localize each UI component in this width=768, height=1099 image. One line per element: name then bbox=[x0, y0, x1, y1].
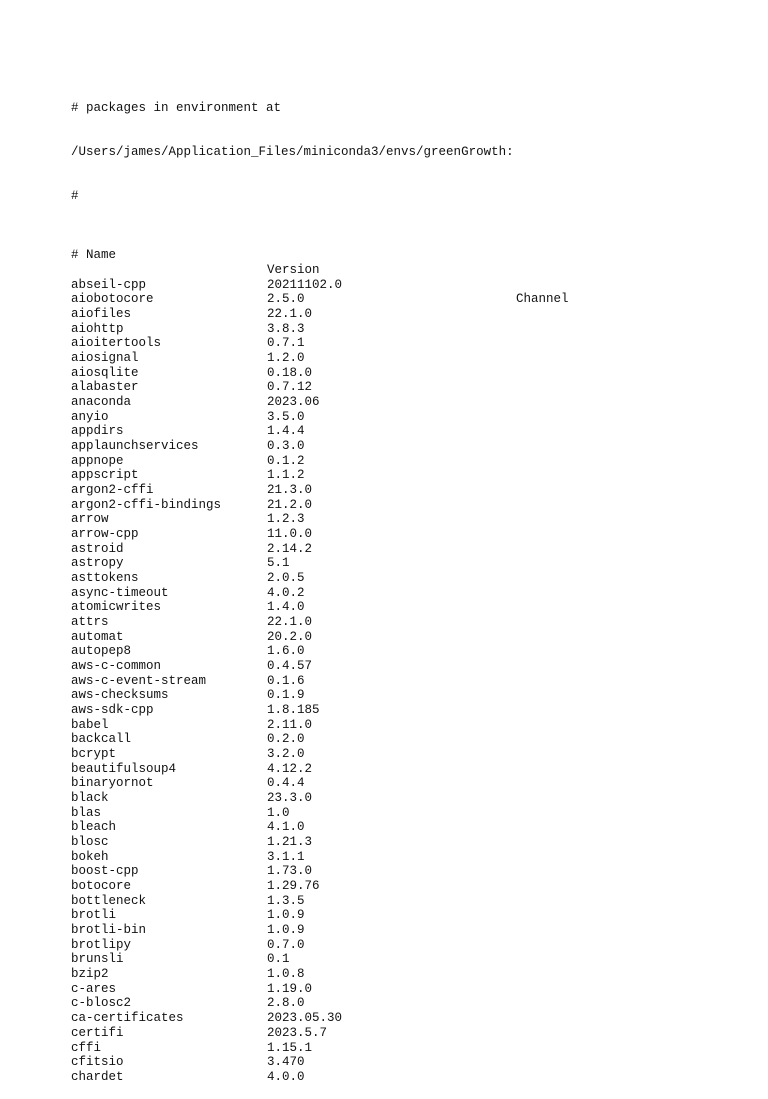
package-row bbox=[71, 644, 514, 659]
package-name: bleach bbox=[71, 820, 117, 835]
package-name: c-blosc2 bbox=[71, 996, 132, 1011]
package-build bbox=[684, 571, 768, 586]
column-header-version: Version bbox=[267, 262, 320, 277]
package-version: 5.1 bbox=[267, 556, 290, 571]
package-version: 21.2.0 bbox=[267, 497, 313, 512]
column-header-channel: Channel bbox=[516, 292, 569, 307]
package-name: alabaster bbox=[71, 380, 139, 395]
package-row bbox=[71, 512, 514, 527]
package-name: binaryornot bbox=[71, 776, 154, 791]
package-version: 4.12.2 bbox=[267, 761, 313, 776]
package-row bbox=[71, 1055, 514, 1070]
package-row bbox=[71, 366, 514, 381]
package-row bbox=[71, 278, 514, 293]
package-version: 0.7.12 bbox=[267, 380, 313, 395]
package-version: 3.5.0 bbox=[267, 409, 305, 424]
package-build bbox=[684, 952, 768, 967]
package-name: bcrypt bbox=[71, 747, 117, 762]
package-name: argon2-cffi-bindings bbox=[71, 497, 222, 512]
package-version: 2023.5.7 bbox=[267, 1025, 328, 1040]
package-version: 0.3.0 bbox=[267, 438, 305, 453]
package-build bbox=[684, 938, 768, 953]
package-version: 1.15.1 bbox=[267, 1040, 313, 1055]
package-build bbox=[684, 967, 768, 982]
package-name: certifi bbox=[71, 1025, 124, 1040]
package-version: 4.1.0 bbox=[267, 820, 305, 835]
package-build bbox=[684, 806, 768, 821]
package-build bbox=[684, 410, 768, 425]
package-row bbox=[71, 307, 514, 322]
package-build bbox=[684, 1070, 768, 1085]
package-build bbox=[684, 527, 768, 542]
package-name: aiosqlite bbox=[71, 365, 139, 380]
package-row bbox=[71, 380, 514, 395]
package-version: 2.14.2 bbox=[267, 541, 313, 556]
package-build bbox=[684, 1041, 768, 1056]
package-version: 1.8.185 bbox=[267, 703, 320, 718]
package-row bbox=[71, 454, 514, 469]
package-version: 1.1.2 bbox=[267, 468, 305, 483]
package-build bbox=[684, 556, 768, 571]
package-build bbox=[684, 864, 768, 879]
package-build bbox=[684, 1026, 768, 1041]
package-row bbox=[71, 850, 514, 865]
package-row bbox=[71, 336, 514, 351]
package-name: brotlipy bbox=[71, 937, 132, 952]
package-name: atomicwrites bbox=[71, 600, 162, 615]
package-row bbox=[71, 395, 514, 410]
package-build bbox=[684, 512, 768, 527]
package-name: astropy bbox=[71, 556, 124, 571]
package-version: 3.2.0 bbox=[267, 747, 305, 762]
package-build bbox=[684, 732, 768, 747]
package-name: async-timeout bbox=[71, 585, 169, 600]
package-build bbox=[684, 762, 768, 777]
package-name: arrow-cpp bbox=[71, 526, 139, 541]
package-name: aiosignal bbox=[71, 350, 139, 365]
package-name: bokeh bbox=[71, 849, 109, 864]
package-row bbox=[71, 586, 514, 601]
package-version: 0.7.0 bbox=[267, 937, 305, 952]
package-build bbox=[684, 307, 768, 322]
package-version: 1.6.0 bbox=[267, 644, 305, 659]
package-version: 0.7.1 bbox=[267, 336, 305, 351]
package-row bbox=[71, 439, 514, 454]
package-row bbox=[71, 791, 514, 806]
package-version: 4.0.2 bbox=[267, 585, 305, 600]
package-version: 3.8.3 bbox=[267, 321, 305, 336]
package-build bbox=[684, 468, 768, 483]
package-version: 1.4.0 bbox=[267, 600, 305, 615]
package-build bbox=[684, 894, 768, 909]
package-build bbox=[684, 586, 768, 601]
package-row bbox=[71, 996, 514, 1011]
package-name: black bbox=[71, 791, 109, 806]
package-name: attrs bbox=[71, 615, 109, 630]
package-build bbox=[684, 835, 768, 850]
package-build bbox=[684, 424, 768, 439]
package-name: blosc bbox=[71, 835, 109, 850]
package-row bbox=[71, 615, 514, 630]
package-row bbox=[71, 894, 514, 909]
env-header-line-1: # packages in environment at bbox=[71, 101, 282, 116]
package-version: 0.1 bbox=[267, 952, 290, 967]
package-build bbox=[684, 718, 768, 733]
package-row bbox=[71, 864, 514, 879]
package-version: 11.0.0 bbox=[267, 526, 313, 541]
package-row bbox=[71, 322, 514, 337]
package-name: bottleneck bbox=[71, 893, 147, 908]
package-version: 0.1.2 bbox=[267, 453, 305, 468]
package-name: chardet bbox=[71, 1069, 124, 1084]
package-build bbox=[684, 615, 768, 630]
package-version: 0.2.0 bbox=[267, 732, 305, 747]
package-name: appscript bbox=[71, 468, 139, 483]
package-version: 0.1.6 bbox=[267, 673, 305, 688]
package-name: aws-checksums bbox=[71, 688, 169, 703]
package-version: 2.8.0 bbox=[267, 996, 305, 1011]
package-build bbox=[684, 439, 768, 454]
package-version: 1.0.9 bbox=[267, 923, 305, 938]
package-row bbox=[71, 527, 514, 542]
package-row bbox=[71, 292, 514, 307]
package-build bbox=[684, 850, 768, 865]
package-name: appnope bbox=[71, 453, 124, 468]
package-row bbox=[71, 688, 514, 703]
package-version: 20.2.0 bbox=[267, 629, 313, 644]
package-row bbox=[71, 806, 514, 821]
package-name: babel bbox=[71, 717, 109, 732]
package-row bbox=[71, 351, 514, 366]
package-version: 22.1.0 bbox=[267, 615, 313, 630]
package-version: 20211102.0 bbox=[267, 277, 343, 292]
package-build bbox=[684, 791, 768, 806]
package-version: 1.73.0 bbox=[267, 864, 313, 879]
package-build bbox=[684, 600, 768, 615]
package-name: beautifulsoup4 bbox=[71, 761, 177, 776]
package-version: 1.0.9 bbox=[267, 908, 305, 923]
package-row bbox=[71, 674, 514, 689]
package-name: aiohttp bbox=[71, 321, 124, 336]
package-build bbox=[684, 336, 768, 351]
package-version: 0.1.9 bbox=[267, 688, 305, 703]
env-header-line-3: # bbox=[71, 189, 79, 204]
package-name: abseil-cpp bbox=[71, 277, 147, 292]
package-build bbox=[684, 688, 768, 703]
package-build bbox=[684, 322, 768, 337]
package-version: 1.19.0 bbox=[267, 981, 313, 996]
package-name: asttokens bbox=[71, 571, 139, 585]
package-version: 2023.05.30 bbox=[267, 1011, 343, 1026]
package-row bbox=[71, 468, 514, 483]
package-name: applaunchservices bbox=[71, 438, 199, 453]
package-name: botocore bbox=[71, 879, 132, 894]
package-row bbox=[71, 762, 514, 777]
package-version: 1.0.8 bbox=[267, 967, 305, 982]
package-row bbox=[71, 424, 514, 439]
package-name: anyio bbox=[71, 409, 109, 424]
package-row bbox=[71, 879, 514, 894]
package-name: aioitertools bbox=[71, 336, 162, 351]
package-version: 2.5.0 bbox=[267, 292, 305, 307]
package-build bbox=[684, 776, 768, 791]
package-row bbox=[71, 556, 514, 571]
package-version: 3.470 bbox=[267, 1055, 305, 1070]
package-version: 0.4.57 bbox=[267, 659, 313, 674]
package-name: brotli bbox=[71, 908, 117, 923]
package-version: 1.0 bbox=[267, 805, 290, 820]
package-build bbox=[684, 703, 768, 718]
package-version: 3.1.1 bbox=[267, 849, 305, 864]
package-build bbox=[684, 674, 768, 689]
package-name: arrow bbox=[71, 512, 109, 527]
package-version: 0.18.0 bbox=[267, 365, 313, 380]
package-build bbox=[684, 879, 768, 894]
package-version: 21.3.0 bbox=[267, 482, 313, 497]
package-build bbox=[684, 996, 768, 1011]
package-row bbox=[71, 923, 514, 938]
package-name: autopep8 bbox=[71, 644, 132, 659]
package-name: blas bbox=[71, 805, 102, 820]
package-name: appdirs bbox=[71, 424, 124, 439]
package-build bbox=[684, 644, 768, 659]
package-rows bbox=[71, 278, 514, 1085]
package-row bbox=[71, 820, 514, 835]
package-build bbox=[684, 498, 768, 513]
package-version: 1.21.3 bbox=[267, 835, 313, 850]
package-name: c-ares bbox=[71, 981, 117, 996]
package-row bbox=[71, 1041, 514, 1056]
conda-package-list bbox=[71, 72, 569, 1099]
package-row bbox=[71, 747, 514, 762]
package-build bbox=[684, 1055, 768, 1070]
package-name: automat bbox=[71, 629, 124, 644]
package-name: boost-cpp bbox=[71, 864, 139, 879]
package-build bbox=[684, 483, 768, 498]
package-name: backcall bbox=[71, 732, 132, 747]
package-name: anaconda bbox=[71, 394, 132, 409]
package-name: aws-sdk-cpp bbox=[71, 703, 154, 718]
package-row bbox=[71, 835, 514, 850]
package-name: cfitsio bbox=[71, 1055, 124, 1070]
package-version: 23.3.0 bbox=[267, 791, 313, 806]
package-row bbox=[71, 967, 514, 982]
package-row bbox=[71, 542, 514, 557]
package-name: ca-certificates bbox=[71, 1011, 184, 1026]
package-name: aws-c-event-stream bbox=[71, 673, 207, 688]
package-build bbox=[684, 351, 768, 366]
package-version: 1.29.76 bbox=[267, 879, 320, 894]
package-row bbox=[71, 732, 514, 747]
package-row bbox=[71, 483, 514, 498]
package-row bbox=[71, 952, 514, 967]
column-header-name: # Name bbox=[71, 248, 117, 263]
package-build bbox=[684, 454, 768, 469]
package-name: astroid bbox=[71, 541, 124, 556]
package-row bbox=[71, 982, 514, 997]
package-version: 1.2.3 bbox=[267, 512, 305, 527]
package-version: 0.4.4 bbox=[267, 776, 305, 791]
package-build bbox=[684, 747, 768, 762]
package-row bbox=[71, 410, 514, 425]
package-build bbox=[684, 542, 768, 557]
package-build bbox=[684, 380, 768, 395]
package-build bbox=[684, 278, 768, 293]
package-build bbox=[684, 630, 768, 645]
package-name: brunsli bbox=[71, 952, 124, 967]
package-row bbox=[71, 630, 514, 645]
package-version: 2.0.5 bbox=[267, 571, 305, 585]
package-row bbox=[71, 1070, 514, 1085]
package-build bbox=[684, 982, 768, 997]
package-row bbox=[71, 703, 514, 718]
package-row bbox=[71, 776, 514, 791]
package-row bbox=[71, 718, 514, 733]
package-build bbox=[684, 366, 768, 381]
package-row bbox=[71, 659, 514, 674]
package-row bbox=[71, 600, 514, 615]
package-name: argon2-cffi bbox=[71, 482, 154, 497]
package-row bbox=[71, 1026, 514, 1041]
package-build bbox=[684, 659, 768, 674]
package-row bbox=[71, 498, 514, 513]
package-version: 4.0.0 bbox=[267, 1069, 305, 1084]
package-name: aws-c-common bbox=[71, 659, 162, 674]
package-version: 1.3.5 bbox=[267, 893, 305, 908]
package-name: bzip2 bbox=[71, 967, 109, 982]
package-name: brotli-bin bbox=[71, 923, 147, 938]
package-version: 22.1.0 bbox=[267, 306, 313, 321]
package-version: 1.4.4 bbox=[267, 424, 305, 439]
package-row bbox=[71, 908, 514, 923]
package-row bbox=[71, 571, 514, 586]
package-build bbox=[684, 395, 768, 410]
package-version: 2023.06 bbox=[267, 394, 320, 409]
env-header-line-2: /Users/james/Application_Files/miniconda3/envs/greenGrowth: bbox=[71, 145, 514, 160]
package-build bbox=[684, 923, 768, 938]
package-name: aiofiles bbox=[71, 306, 132, 321]
package-name: aiobotocore bbox=[71, 292, 154, 307]
package-version: 1.2.0 bbox=[267, 350, 305, 365]
package-version: 2.11.0 bbox=[267, 717, 313, 732]
package-build bbox=[684, 820, 768, 835]
package-name: cffi bbox=[71, 1040, 102, 1055]
package-row bbox=[71, 938, 514, 953]
package-build bbox=[684, 908, 768, 923]
package-build bbox=[684, 292, 768, 307]
